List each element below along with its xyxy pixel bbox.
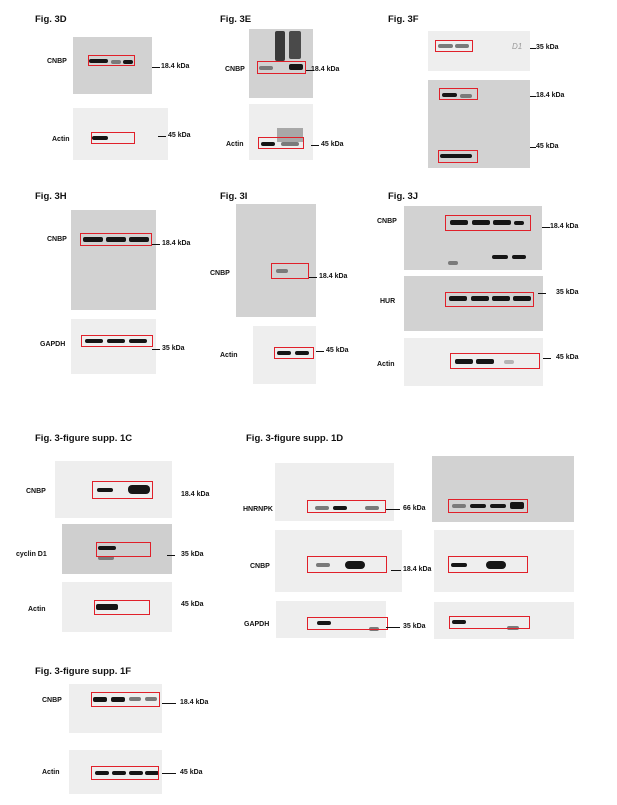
supp-1c-cyclin-d1-highlight-box: [96, 542, 151, 557]
supp-1d-hnrnpk-left-highlight-box: [307, 500, 386, 513]
fig-3d-actin-blot: [73, 108, 168, 160]
fig-3e-cnbp-blot: [249, 29, 313, 98]
supp-1c-marker-35kda: 35 kDa: [181, 551, 204, 558]
fig-3d-cnbp-blot: [73, 37, 152, 94]
fig-3f-18kda-highlight-box: [439, 88, 478, 100]
supp-1f-marker-45kda: 45 kDa: [180, 769, 203, 776]
fig-3j-actin-highlight-box: [450, 353, 540, 369]
supp-1d-marker-18kda: 18.4 kDa: [403, 566, 432, 573]
supp-1d-cnbp-blot-right: [434, 530, 574, 592]
fig-3j-cnbp-blot: [404, 206, 542, 270]
supp-1f-title: Fig. 3-figure supp. 1F: [35, 666, 132, 677]
supp-1d-gapdh-blot-left: [276, 601, 386, 638]
fig-3f-18kda-45kda-blot: [428, 80, 530, 168]
supp-1c-actin-label: Actin: [28, 606, 46, 613]
fig-3j-hur-highlight-box: [445, 292, 534, 307]
fig-3i-cnbp-blot: [236, 204, 316, 317]
supp-1f-actin-highlight-box: [91, 766, 159, 780]
fig-3i-marker-18kda: 18.4 kDa: [319, 273, 348, 280]
supp-1f-marker-18kda: 18.4 kDa: [180, 699, 209, 706]
fig-3i-actin-highlight-box: [274, 347, 314, 359]
fig-3j-marker-45kda: 45 kDa: [556, 354, 579, 361]
fig-3h-marker-35kda: 35 kDa: [162, 345, 185, 352]
supp-1c-title: Fig. 3-figure supp. 1C: [35, 433, 133, 444]
supp-1d-hnrnpk-blot-right: [432, 456, 574, 522]
supp-1f-cnbp-label: CNBP: [42, 697, 62, 704]
supp-1d-marker-66kda: 66 kDa: [403, 505, 426, 512]
fig-3d-title: Fig. 3D: [35, 14, 67, 25]
fig-3f-35kda-highlight-box: [435, 40, 473, 52]
fig-3i-marker-45kda: 45 kDa: [326, 347, 349, 354]
supp-1d-gapdh-right-highlight-box: [449, 616, 530, 629]
fig-3f-marker-18kda: 18.4 kDa: [536, 92, 565, 99]
supp-1c-cnbp-blot: [55, 461, 172, 518]
supp-1c-cnbp-highlight-box: [92, 481, 153, 499]
fig-3d-actin-highlight-box: [91, 132, 135, 144]
fig-3i-actin-label: Actin: [220, 352, 238, 359]
fig-3d-marker-18kda: 18.4 kDa: [161, 63, 190, 70]
fig-3f-35kda-blot: [428, 31, 530, 71]
supp-1f-cnbp-blot: [69, 684, 162, 733]
fig-3j-marker-35kda: 35 kDa: [556, 289, 579, 296]
fig-3e-actin-label: Actin: [226, 141, 244, 148]
fig-3j-marker-18kda: 18.4 kDa: [550, 223, 579, 230]
supp-1d-marker-35kda: 35 kDa: [403, 623, 426, 630]
supp-1d-cnbp-right-highlight-box: [448, 556, 528, 573]
fig-3f-marker-45kda: 45 kDa: [536, 143, 559, 150]
fig-3e-actin-highlight-box: [258, 137, 304, 149]
fig-3h-cnbp-label: CNBP: [47, 236, 67, 243]
fig-3h-marker-18kda: 18.4 kDa: [162, 240, 191, 247]
fig-3j-title: Fig. 3J: [388, 191, 419, 202]
fig-3e-cnbp-highlight-box: [257, 61, 306, 74]
supp-1c-cyclin-d1-label: cyclin D1: [16, 551, 47, 558]
fig-3e-cnbp-label: CNBP: [225, 66, 245, 73]
supp-1d-cnbp-label: CNBP: [250, 563, 270, 570]
supp-1d-hnrnpk-blot-left: [275, 463, 394, 521]
supp-1c-cnbp-label: CNBP: [26, 488, 46, 495]
fig-3j-cnbp-highlight-box: [445, 215, 531, 231]
fig-3e-marker-18kda: 18.4 kDa: [311, 66, 340, 73]
fig-3d-cnbp-label: CNBP: [47, 58, 67, 65]
fig-3e-title: Fig. 3E: [220, 14, 252, 25]
fig-3h-cnbp-highlight-box: [80, 233, 152, 246]
fig-3j-actin-blot: [404, 338, 543, 386]
fig-3h-cnbp-blot: [71, 210, 156, 310]
fig-3j-hur-blot: [404, 276, 543, 331]
supp-1d-hnrnpk-right-highlight-box: [448, 499, 528, 513]
supp-1c-marker-18kda: 18.4 kDa: [181, 491, 210, 498]
supp-1d-hnrnpk-label: HNRNPK: [243, 506, 273, 513]
supp-1c-actin-highlight-box: [94, 600, 150, 615]
fig-3i-title: Fig. 3I: [220, 191, 248, 202]
supp-1f-actin-blot: [69, 750, 162, 794]
supp-1d-title: Fig. 3-figure supp. 1D: [246, 433, 344, 444]
supp-1f-cnbp-highlight-box: [91, 692, 160, 707]
supp-1d-gapdh-left-highlight-box: [307, 617, 388, 630]
fig-3i-cnbp-label: CNBP: [210, 270, 230, 277]
fig-3e-actin-blot: [249, 104, 313, 160]
fig-3f-title: Fig. 3F: [388, 14, 419, 25]
fig-3h-title: Fig. 3H: [35, 191, 67, 202]
fig-3i-actin-blot: [253, 326, 316, 384]
supp-1d-cnbp-blot-left: [275, 530, 402, 592]
supp-1d-cnbp-left-highlight-box: [307, 556, 387, 573]
fig-3f-blot-scribble: D1: [512, 42, 523, 51]
supp-1c-actin-blot: [62, 582, 172, 632]
fig-3j-hur-label: HUR: [380, 298, 396, 305]
supp-1d-gapdh-label: GAPDH: [244, 621, 270, 628]
fig-3d-marker-45kda: 45 kDa: [168, 132, 191, 139]
supp-1c-marker-45kda: 45 kDa: [181, 601, 204, 608]
fig-3h-gapdh-label: GAPDH: [40, 341, 66, 348]
supp-1d-gapdh-blot-right: [434, 602, 574, 639]
fig-3h-gapdh-highlight-box: [81, 335, 153, 347]
fig-3h-gapdh-blot: [71, 319, 156, 374]
supp-1c-cyclin-d1-blot: [62, 524, 172, 574]
fig-3j-cnbp-label: CNBP: [377, 218, 397, 225]
fig-3d-actin-label: Actin: [52, 136, 70, 143]
fig-3f-45kda-highlight-box: [438, 150, 478, 163]
fig-3j-actin-label: Actin: [377, 361, 395, 368]
supp-1f-actin-label: Actin: [42, 769, 60, 776]
fig-3i-cnbp-highlight-box: [271, 263, 309, 279]
fig-3f-marker-35kda: 35 kDa: [536, 44, 559, 51]
fig-3d-cnbp-highlight-box: [88, 55, 135, 66]
fig-3e-marker-45kda: 45 kDa: [321, 141, 344, 148]
